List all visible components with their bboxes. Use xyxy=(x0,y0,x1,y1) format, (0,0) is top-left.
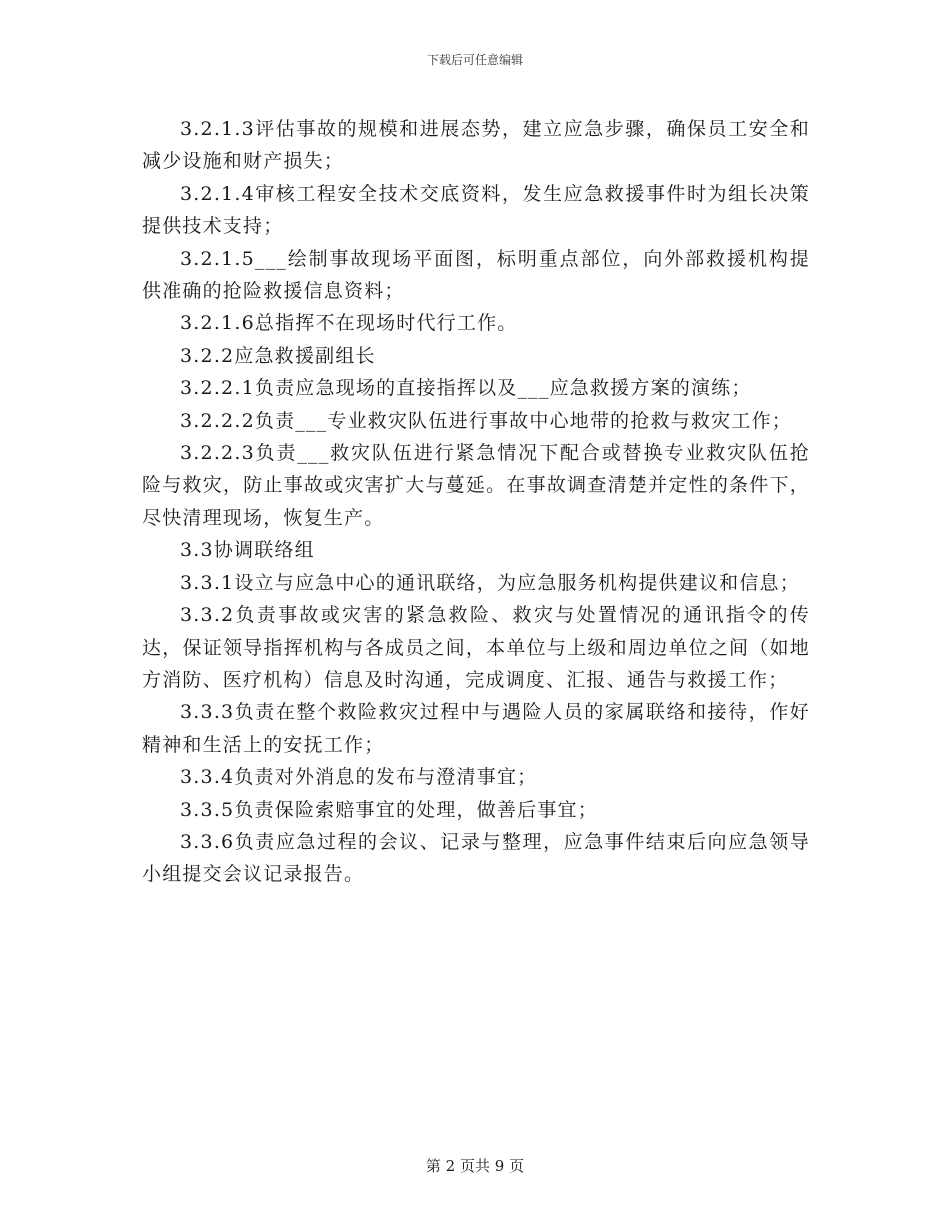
section-heading-3-2-2: 3.2.2应急救援副组长 xyxy=(180,344,376,367)
page-header-note: 下载后可任意编辑 xyxy=(426,53,523,67)
paragraph-3-3-6: 3.3.6负责应急过程的会议、记录与整理，应急事件结束后向应急领导小组提交会议记录报告。 xyxy=(142,830,810,886)
paragraph-3-2-1-5: 3.2.1.5___绘制事故现场平面图，标明重点部位，向外部救援机构提供准确的抢险救援信息资料； xyxy=(142,247,810,303)
paragraph-3-2-2-2: 3.2.2.2负责___专业救灾队伍进行事故中心地带的抢救与救灾工作； xyxy=(180,409,792,432)
page-number: 第 2 页共 9 页 xyxy=(425,1157,525,1175)
document-body xyxy=(142,113,810,891)
paragraph-3-2-1-3: 3.2.1.3评估事故的规模和进展态势，建立应急步骤，确保员工安全和减少设施和财产损失； xyxy=(142,118,810,173)
paragraph-3-3-1: 3.3.1设立与应急中心的通讯联络，为应急服务机构提供建议和信息； xyxy=(180,571,800,594)
paragraph-3-3-3: 3.3.3负责在整个救险救灾过程中与遇险人员的家属联络和接待，作好精神和生活上的安抚工作； xyxy=(142,701,810,756)
paragraph-3-2-1-4: 3.2.1.4审核工程安全技术交底资料，发生应急救援事件时为组长决策提供技术支持； xyxy=(142,182,810,238)
paragraph-3-3-2: 3.3.2负责事故或灾害的紧急救险、救灾与处置情况的通讯指令的传达，保证领导指挥机构与各成员之间，本单位与上级和周边单位之间（如地方消防、医疗机构）信息及时沟通，完成调度、汇报、通告与救援工作； xyxy=(142,604,810,691)
paragraph-3-3-5: 3.3.5负责保险索赔事宜的处理，做善后事宜； xyxy=(180,798,598,821)
section-heading-3-3: 3.3协调联络组 xyxy=(180,539,315,562)
paragraph-3-3-4: 3.3.4负责对外消息的发布与澄清事宜； xyxy=(180,766,538,789)
paragraph-3-2-2-1: 3.2.2.1负责应急现场的直接指挥以及___应急救援方案的演练； xyxy=(180,377,752,400)
paragraph-3-2-1-6: 3.2.1.6总指挥不在现场时代行工作。 xyxy=(180,312,518,335)
paragraph-3-2-2-3: 3.2.2.3负责___救灾队伍进行紧急情况下配合或替换专业救灾队伍抢险与救灾，防止事故或灾害扩大与蔓延。在事故调查清楚并定性的条件下，尽快清理现场，恢复生产。 xyxy=(142,442,810,529)
